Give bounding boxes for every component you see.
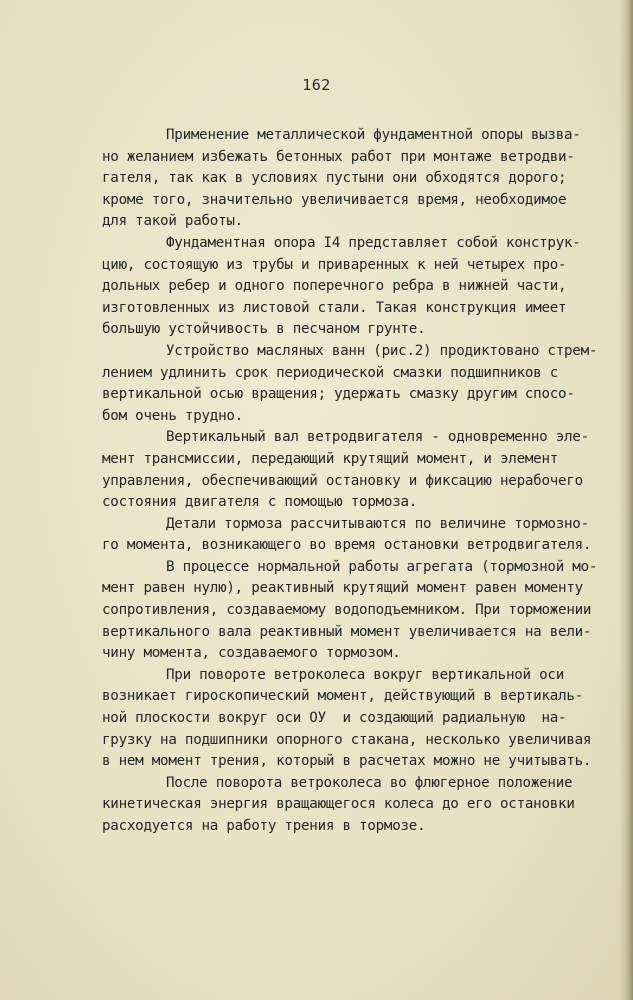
text-line: мент равен нулю), реактивный крутящий момент равен моменту (102, 580, 583, 597)
text-line: вертикального вала реактивный момент увеличивается на вели- (102, 623, 592, 640)
paragraph-2 (102, 233, 627, 341)
text-line: расходуется на работу трения в тормозе. (102, 818, 426, 834)
text-line: в нем момент трения, который в расчетах можно не учитывать. (102, 753, 592, 770)
text-line: Устройство масляных ванн (рис.2) продиктовано стрем- (166, 342, 598, 359)
text-line: Вертикальный вал ветродвигателя - одновременно эле- (166, 429, 589, 446)
text-line: При повороте ветроколеса вокруг вертикальной оси (166, 666, 564, 683)
text-line: вертикальной осью вращения; удержать смазку другим спосо- (102, 386, 575, 403)
text-line: После поворота ветроколеса во флюгерное положение (166, 774, 573, 791)
text-line: лением удлинить срок периодической смазки подшипников с (102, 364, 559, 381)
page-edge-shadow (619, 0, 633, 1000)
text-line: го момента, возникающего во время остановки ветродвигателя. (102, 537, 592, 554)
text-line: кинетическая энергия вращающегося колеса до его остановки (102, 796, 575, 813)
paragraph-8 (102, 773, 627, 838)
text-line: дольных ребер и одного поперечного ребра в нижней части, (102, 278, 567, 295)
paragraph-4 (102, 427, 627, 513)
text-line: чину момента, создаваемого тормозом. (102, 645, 401, 662)
text-line: ной плоскости вокруг оси ОУ и создающий радиальную на- (102, 710, 567, 727)
text-line: состояния двигателя с помощью тормоза. (102, 494, 418, 511)
text-line: бом очень трудно. (102, 407, 243, 424)
paragraph-1 (102, 125, 627, 233)
text-line: грузку на подшипники опорного стакана, несколько увеличивая (102, 731, 592, 748)
text-line: кроме того, значительно увеличивается время, необходимое (102, 191, 567, 208)
text-line: Применение металлической фундаментной опоры вызва- (166, 127, 581, 143)
text-line: управления, обеспечивающий остановку и фиксацию нерабочего (102, 472, 583, 489)
text-line: цию, состоящую из трубы и приваренных к ней четырех про- (102, 256, 567, 273)
text-line: В процессе нормальной работы агрегата (тормозной мо- (166, 558, 598, 575)
paragraph-5 (102, 514, 627, 557)
text-line: большую устойчивость в песчаном грунте. (102, 321, 426, 338)
body-text (102, 125, 627, 838)
paragraph-7 (102, 665, 627, 773)
text-line: возникает гироскопический момент, действующий в вертикаль- (102, 688, 583, 705)
text-line: сопротивления, создаваемому водоподъемником. При торможении (102, 602, 592, 619)
text-line: для такой работы. (102, 213, 243, 230)
text-line: но желанием избежать бетонных работ при монтаже ветродви- (102, 148, 575, 165)
paragraph-6 (102, 557, 627, 665)
text-line: гателя, так как в условиях пустыни они обходятся дорого; (102, 170, 567, 187)
text-line: мент трансмиссии, передающий крутящий момент, и элемент (102, 450, 559, 467)
page-number: 162 (302, 76, 331, 94)
text-line: Детали тормоза рассчитываются по величине тормозно- (166, 515, 589, 532)
text-line: Фундаментная опора I4 представляет собой конструк- (166, 234, 581, 251)
text-line: изготовленных из листовой стали. Такая конструкция имеет (102, 299, 567, 316)
paragraph-3 (102, 341, 627, 427)
